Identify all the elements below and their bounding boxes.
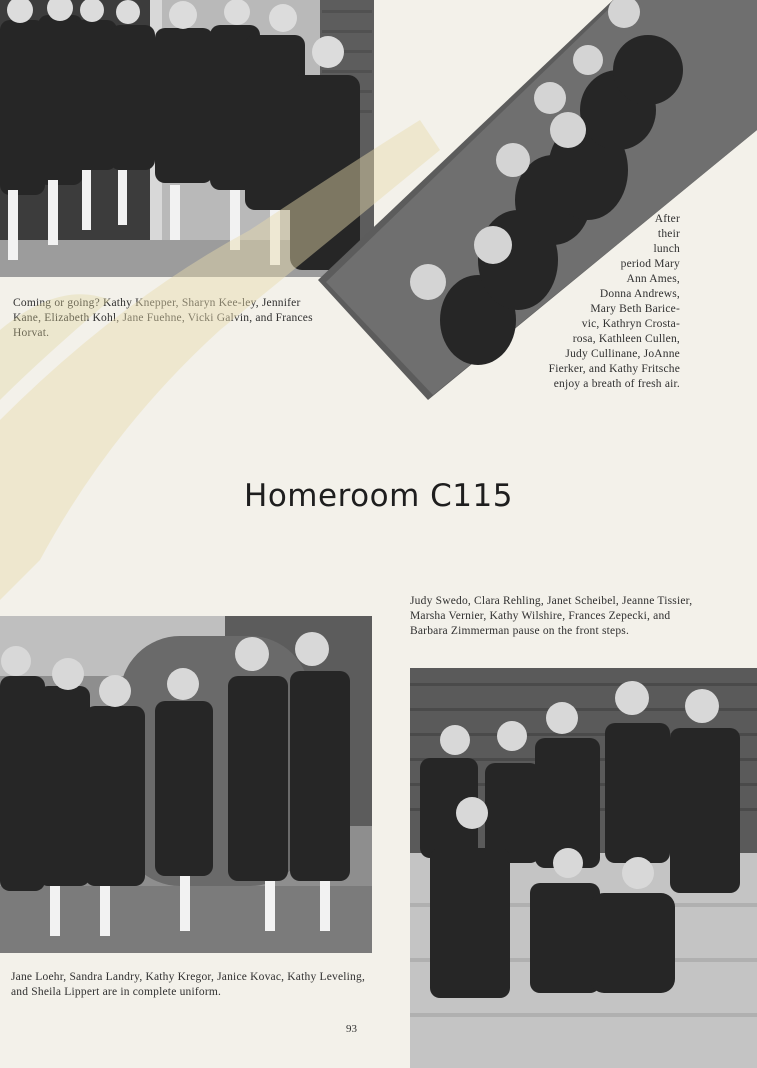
caption-middle-right-text: Judy Swedo, Clara Rehling, Janet Scheibel, Jeanne Tissier, Marsha Vernier, Kathy Wilshire, Frances Zepecki, and Barbara Zimmerman pause on the front steps. — [410, 595, 693, 637]
caption-line: vic, Kathryn Crosta- — [581, 318, 680, 330]
caption-line: Donna Andrews, — [599, 288, 680, 300]
photo-steps-image — [410, 668, 757, 1068]
caption-line: Ann Ames, — [626, 273, 680, 285]
photo-uniform-image — [0, 616, 372, 953]
caption-top-left-text: Coming or going? Kathy Knepper, Sharyn Kee-ley, Jennifer Kane, Elizabeth Kohl, Jane Fuehne, Vicki Galvin, and Frances Horvat. — [13, 297, 313, 339]
caption-line: Fierker, and Kathy Fritsche — [548, 363, 680, 375]
caption-line: period Mary — [620, 258, 680, 270]
caption-bottom-left-text: Jane Loehr, Sandra Landry, Kathy Kregor, Janice Kovac, Kathy Leveling, and Sheila Lippert are in complete uniform. — [11, 971, 366, 998]
caption-middle-right — [410, 594, 710, 639]
photo-uniform-group — [0, 616, 372, 953]
caption-line: Mary Beth Barice- — [590, 303, 680, 315]
caption-line: lunch — [653, 243, 680, 255]
caption-line: After — [654, 213, 680, 225]
caption-top-right — [480, 212, 680, 392]
page-number: 93 — [346, 1023, 357, 1035]
caption-top-left — [13, 296, 313, 341]
caption-line: Judy Cullinane, JoAnne — [565, 348, 680, 360]
page-title: Homeroom C115 — [244, 478, 513, 514]
photo-front-steps-group — [410, 668, 757, 1068]
caption-line: their — [657, 228, 680, 240]
caption-line: enjoy a breath of fresh air. — [553, 378, 680, 390]
caption-line: rosa, Kathleen Cullen, — [572, 333, 680, 345]
caption-bottom-left — [11, 970, 376, 1000]
